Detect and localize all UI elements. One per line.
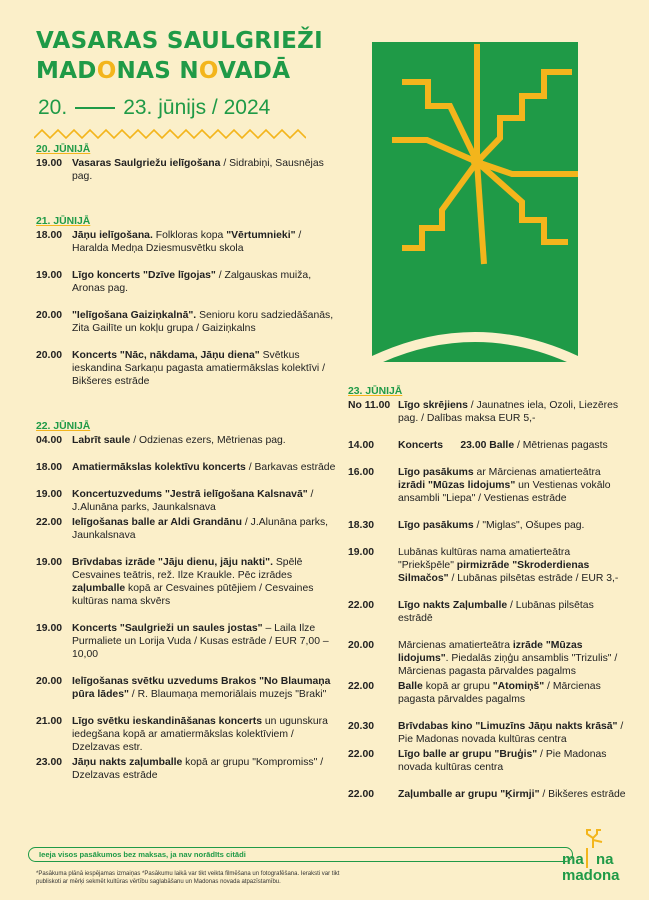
- day-heading: 23. JŪNIJĀ: [348, 386, 403, 397]
- event: 19.00 Brīvdabas izrāde "Jāju dienu, jāju nakti". Spēlē Cesvaines teātris, rež. Ilze Kraukle. Pēc izrādes zaļumballe kopā ar Cesvaines pūtējiem / Cesvaines kultūras nama skvērs: [36, 557, 314, 607]
- event: 16.00 Līgo pasākums ar Mārcienas amatierteātra izrādi "Mūzas lidojums" un Vestienas vokālo ansambli "Liepa" / Vestienas estrāde: [348, 467, 611, 504]
- event: 22.00 Līgo balle ar grupu "Bruģis" / Pie Madonas novada kultūras centra: [348, 749, 607, 773]
- event: 22.00 Līgo nakts Zaļumballe / Lubānas pilsētas estrādē: [348, 600, 594, 624]
- date-start: 20.: [38, 96, 68, 119]
- title-line-2: MADONAS NOVADĀ: [36, 58, 291, 84]
- zigzag-divider: [34, 128, 306, 140]
- footnote: *Pasākuma plānā iespējamas izmaiņas *Pasākumu laikā var tikt veikta filmēšana un fotografēšana. Ieraksti var tikt publiskoti ar mērķi sekmēt kultūras vērtību saglabāšanu un Madonas novada atpazīstamību.: [36, 871, 340, 885]
- day-21: [36, 215, 336, 388]
- event: 18.00 Jāņu ielīgošana. Folkloras kopa "Vērtumnieki" / Haralda Medņa Dziesmusvētku skola: [36, 230, 302, 254]
- page-title: [36, 26, 323, 86]
- event: 22.00 Ielīgošanas balle ar Aldi Grandānu / J.Alunāna parks, Jaunkalsnava: [36, 517, 329, 541]
- event: No 11.00 Līgo skrējiens / Jaunatnes iela, Ozoli, Liezēres pag. / Dalības maksa EUR 5,-: [348, 400, 619, 424]
- day-20: [36, 143, 336, 183]
- event: 20.30 Brīvdabas kino "Limuzīns Jāņu nakts krāsā" / Pie Madonas novada kultūras centra: [348, 721, 624, 745]
- event: 20.00 "Ielīgošana Gaiziņkalnā". Senioru koru sadziedāšanās, Zita Gailīte un kokļu grupa / Gaiziņkalns: [36, 310, 334, 334]
- event: 20.00 Koncerts "Nāc, nākdama, Jāņu diena" Svētkus ieskandina Sarkaņu pagasta amatiermākslas kolektīvi / Bikšeres estrāde: [36, 350, 325, 387]
- logo-divider: [586, 848, 588, 868]
- logo-sun-icon: [582, 826, 604, 848]
- event: 19.00 Koncerts "Saulgrieži un saules jostas" – Laila Ilze Purmaliete un Lorija Vuda / Kusas estrāde / EUR 7,00 – 10,00: [36, 623, 329, 660]
- logo-na: na: [596, 851, 614, 868]
- madona-logo: [562, 826, 626, 888]
- title-line-1: VASARAS SAULGRIEŽI: [36, 28, 323, 54]
- event: 04.00 Labrīt saule / Odzienas ezers, Mētrienas pag.: [36, 435, 286, 446]
- event: 19.00 Vasaras Saulgriežu ielīgošana / Sidrabiņi, Sausnējas pag.: [36, 158, 324, 182]
- event: 14.00 Koncerts 23.00 Balle / Mētrienas pagasts: [348, 440, 608, 451]
- event: 19.00 Lubānas kultūras nama amatierteātra "Priekšpēle" pirmizrāde "Skroderdienas Silmačos" / Lubānas pilsētas estrāde / EUR 3,-: [348, 547, 619, 584]
- event: 19.00 Koncertuzvedums "Jestrā ielīgošana Kalsnavā" / J.Alunāna parks, Jaunkalsnava: [36, 489, 314, 513]
- event: 19.00 Līgo koncerts "Dzīve līgojas" / Zalgauskas muiža, Aronas pag.: [36, 270, 312, 294]
- event: 23.00 Jāņu nakts zaļumballe kopā ar grupu "Kompromiss" / Dzelzavas estrāde: [36, 757, 324, 781]
- event: 22.00 Balle kopā ar grupu "Atomiņš" / Mārcienas pagasta pārvaldes pagalms: [348, 681, 601, 705]
- event: 20.00 Mārcienas amatierteātra izrāde "Mūzas lidojums". Piedalās ziņģu ansamblis "Trizulis" / Mārcienas pagasta pārvaldes pagalms: [348, 640, 618, 677]
- event: 18.30 Līgo pasākums / "Miglas", Ošupes pag.: [348, 520, 585, 531]
- day-heading: 22. JŪNIJĀ: [36, 421, 91, 432]
- program-left-column: [36, 143, 336, 796]
- program-right-column: [348, 385, 628, 815]
- date-end: 23. jūnijs / 2024: [123, 96, 271, 119]
- logo-ma: ma: [562, 851, 584, 868]
- date-dash: [75, 107, 115, 109]
- day-22: [36, 420, 336, 782]
- event: 20.00 Ielīgošanas svētku uzvedums Brakos "No Blaumaņa pūra lādes" / R. Blaumaņa memoriālais muzejs "Braki": [36, 676, 331, 700]
- event: 18.00 Amatiermākslas kolektīvu koncerts / Barkavas estrāde: [36, 462, 336, 473]
- day-heading: 20. JŪNIJĀ: [36, 144, 91, 155]
- event: 22.00 Zaļumballe ar grupu "Ķirmji" / Bikšeres estrāde: [348, 789, 626, 800]
- event: 21.00 Līgo svētku ieskandināšanas koncerts un ugunskura iedegšana kopā ar amatiermākslas kolektīviem / Dzelzavas estr.: [36, 716, 328, 753]
- free-entry-note: Ieeja visos pasākumos bez maksas, ja nav norādīts citādi: [28, 847, 573, 862]
- day-heading: 21. JŪNIJĀ: [36, 216, 91, 227]
- sun-poster-illustration: [372, 42, 578, 362]
- date-range: [38, 96, 270, 120]
- logo-madona: madona: [562, 867, 620, 884]
